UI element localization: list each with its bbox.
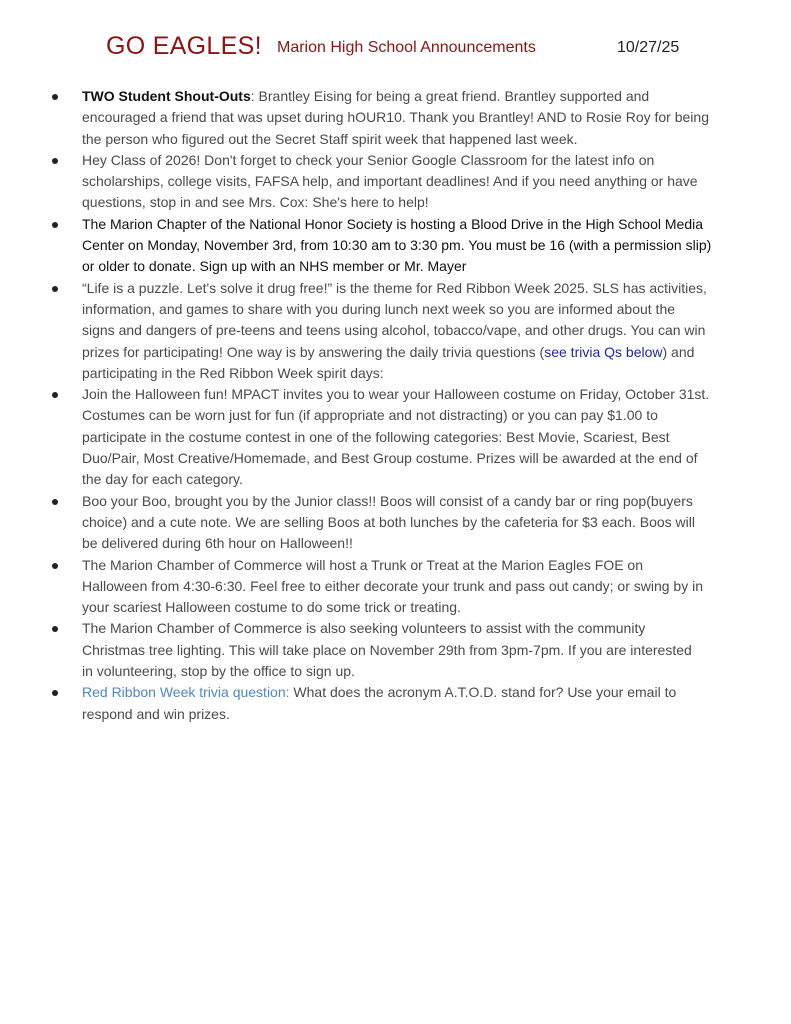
text-segment: Christmas tree lighting. This will take place on November 29th from 3pm-7pm. If you are interested xyxy=(82,641,692,658)
bullet-icon xyxy=(52,392,58,398)
text-segment: information, and games to share with you during lunch next week so you are informed about the xyxy=(82,300,676,317)
announcement-line xyxy=(82,129,791,150)
bullet-icon xyxy=(52,563,58,569)
bullet-icon xyxy=(52,499,58,505)
text-segment: Center on Monday, November 3rd, from 10:30 am to 3:30 pm. You must be 16 (with a permission slip) xyxy=(82,237,712,254)
announcement-item xyxy=(0,384,791,490)
text-segment: The Marion Chapter of the National Honor Society is hosting a Blood Drive in the High School Media xyxy=(82,215,703,232)
bullet-icon xyxy=(52,222,58,228)
text-segment: encouraged a friend that was upset during hOUR10. Thank you Brantley! AND to Rosie Roy for being xyxy=(82,109,709,126)
announcement-line xyxy=(82,192,791,213)
bullet-icon xyxy=(52,286,58,292)
announcement-item xyxy=(0,491,791,555)
announcement-line xyxy=(82,320,791,341)
announcement-item xyxy=(0,214,791,278)
announcement-line xyxy=(82,448,791,469)
announcement-line xyxy=(82,405,791,426)
text-segment: The Marion Chamber of Commerce will host a Trunk or Treat at the Marion Eagles FOE on xyxy=(82,556,644,573)
text-segment: participating in the Red Ribbon Week spirit days: xyxy=(82,364,384,381)
announcement-line xyxy=(82,171,791,192)
announcement-line xyxy=(82,299,791,320)
announcement-line xyxy=(82,618,791,639)
announcement-line xyxy=(82,256,791,277)
text-segment: be delivered during 6th hour on Halloween!! xyxy=(82,535,353,552)
text-segment: Boo your Boo, brought you by the Junior class!! Boos will consist of a candy bar or ring pop(buyers xyxy=(82,492,693,509)
announcement-item xyxy=(0,150,791,214)
text-segment: signs and dangers of pre-teens and teens using alcohol, tobacco/vape, and other drugs. You can win xyxy=(82,322,706,339)
text-segment: choice) and a cute note. We are selling Boos at both lunches by the cafeteria for $3 each. Boos will xyxy=(82,513,695,530)
text-segment: scholarships, college visits, FAFSA help, and important deadlines! And if you need anything or have xyxy=(82,173,698,190)
announcement-line xyxy=(82,427,791,448)
announcement-line xyxy=(82,86,791,107)
announcement-line xyxy=(82,704,791,725)
text-segment: ) and xyxy=(662,343,695,360)
text-segment: Hey Class of 2026! Don't forget to check your Senior Google Classroom for the latest info on xyxy=(82,151,655,168)
text-segment: prizes for participating! One way is by answering the daily trivia questions ( xyxy=(82,343,545,360)
header-subtitle: Marion High School Announcements xyxy=(277,39,536,56)
text-segment: participate in the costume contest in one of the following categories: Best Movie, Scariest, Best xyxy=(82,428,670,445)
bold-heading: TWO Student Shout-Outs xyxy=(82,88,251,104)
announcement-item xyxy=(0,618,791,682)
announcement-line xyxy=(82,342,791,363)
text-segment: “Life is a puzzle. Let's solve it drug free!” is the theme for Red Ribbon Week 2025. SLS has activities, xyxy=(82,279,707,296)
text-segment: What does the acronym A.T.O.D. stand for? Use your email to xyxy=(289,684,677,701)
announcement-line xyxy=(82,491,791,512)
bullet-icon xyxy=(52,690,58,696)
announcement-line xyxy=(82,278,791,299)
text-segment: or older to donate. Sign up with an NHS member or Mr. Mayer xyxy=(82,258,467,275)
announcement-line xyxy=(82,576,791,597)
announcement-line xyxy=(82,597,791,618)
text-segment: Join the Halloween fun! MPACT invites you to wear your Halloween costume on Friday, October 31st. xyxy=(82,386,710,403)
header-date: 10/27/25 xyxy=(617,39,680,56)
bullet-icon xyxy=(52,158,58,164)
text-segment: respond and win prizes. xyxy=(82,705,230,722)
announcement-item xyxy=(0,86,791,150)
text-segment: your scariest Halloween costume to do some trick or treating. xyxy=(82,599,461,616)
text-segment: : Brantley Eising for being a great friend. Brantley supported and xyxy=(250,88,650,104)
announcement-line xyxy=(82,235,791,256)
announcement-item xyxy=(0,555,791,619)
announcement-line xyxy=(82,682,791,703)
bullet-icon xyxy=(52,626,58,632)
announcement-line xyxy=(82,555,791,576)
announcement-line xyxy=(82,150,791,171)
announcement-line xyxy=(82,640,791,661)
announcement-line xyxy=(82,469,791,490)
announcement-line xyxy=(82,661,791,682)
text-segment: The Marion Chamber of Commerce is also seeking volunteers to assist with the community xyxy=(82,620,646,637)
text-segment: Halloween from 4:30-6:30. Feel free to either decorate your trunk and pass out candy; or swing by in xyxy=(82,577,704,594)
announcement-list xyxy=(0,86,791,725)
trivia-label: Red Ribbon Week trivia question: xyxy=(82,684,290,701)
text-segment: Costumes can be worn just for fun (if appropriate and not distracting) or you can pay $1.00 to xyxy=(82,407,658,424)
announcement-line xyxy=(82,533,791,554)
announcement-item xyxy=(0,682,791,725)
text-segment: the day for each category. xyxy=(82,471,243,488)
announcement-line xyxy=(82,384,791,405)
announcement-line xyxy=(82,363,791,384)
text-segment: the person who figured out the Secret Staff spirit week that happened last week. xyxy=(82,130,578,147)
text-segment: Duo/Pair, Most Creative/Homemade, and Best Group costume. Prizes will be awarded at the end of xyxy=(82,450,698,467)
text-segment: in volunteering, stop by the office to sign up. xyxy=(82,663,355,680)
announcement-line xyxy=(82,214,791,235)
header-title: GO EAGLES! xyxy=(106,32,262,60)
text-segment: questions, stop in and see Mrs. Cox: She's here to help! xyxy=(82,194,429,211)
bullet-icon xyxy=(52,94,58,100)
announcement-item xyxy=(0,278,791,384)
document-header xyxy=(0,30,791,66)
announcement-line xyxy=(82,512,791,533)
announcement-line xyxy=(82,107,791,128)
trivia-link[interactable]: see trivia Qs below xyxy=(544,343,663,360)
